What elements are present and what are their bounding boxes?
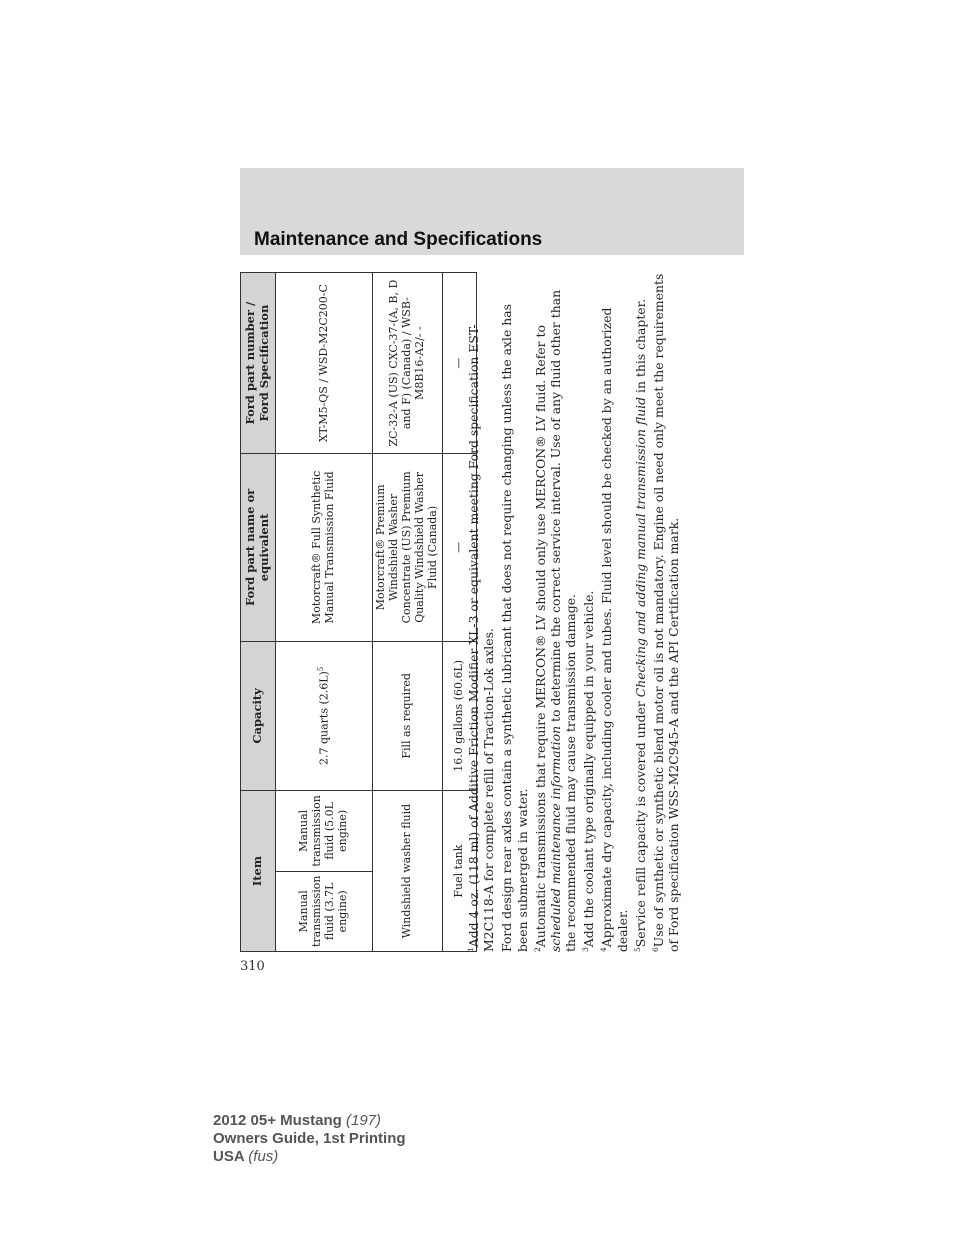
rotated-content <box>240 272 744 952</box>
cell-manual-capacity: 2.7 quarts $(2.6L)^5$ <box>276 641 373 791</box>
footer-line-3: USA (fus) <box>213 1148 279 1165</box>
cell-manual-50: Manual transmission fluid (5.0L engine) <box>276 791 373 871</box>
note-axle: Ford design rear axles contain a synthetic lubricant that does not require changing unless the axle has been submerged in water. <box>499 304 530 952</box>
cell-fuel-capacity: 16.0 gallons (60.6L) <box>442 641 476 791</box>
table-row <box>276 273 373 952</box>
reference-scheduled-maintenance: scheduled maintenance information <box>547 725 563 952</box>
footnote-6: $^6$Use of synthetic or synthetic blend motor oil is not mandatory. Engine oil need only meet the requirements of Ford specification WSS-M2C945-A and the API Certification mark. <box>651 273 682 952</box>
footnote-1: $^1$Add 4 oz. (118 ml) of Additive Friction Modifier XL-3 or equivalent meeting Ford specification EST-M2C118-A for complete refill of Traction-Lok axles. <box>466 324 497 952</box>
footnote-4: $^4$Approximate dry capacity, including cooler and tubes. Fluid level should be checked by an authorized dealer. <box>599 307 630 952</box>
header-part-number-line1: Ford part number / <box>243 301 258 425</box>
footnotes <box>466 272 684 952</box>
cell-manual-37: Manual transmission fluid (3.7L engine) <box>276 871 373 951</box>
page-title: Maintenance and Specifications <box>254 229 543 250</box>
footnote-5: $^5$Service refill capacity is covered under Checking and adding manual transmission fluid in this chapter. <box>632 298 648 952</box>
header-band <box>240 168 744 255</box>
spec-table <box>240 272 477 952</box>
cell-fuel-name: — <box>442 454 476 641</box>
footnote-2: $^2$Automatic transmissions that require MERCON® LV should only use MERCON® LV fluid. Refer to scheduled maintenance information to determine the correct service interval. Use of any fluid other than the recommended fluid may cause transmission damage. <box>532 289 578 952</box>
cell-washer-capacity: Fill as required <box>373 641 443 791</box>
footer-line-1: 2012 05+ Mustang (197) <box>213 1112 382 1129</box>
page-number: 310 <box>240 959 265 974</box>
cell-manual-number: XT-M5-QS / WSD-M2C200-C <box>276 273 373 454</box>
cell-manual-name: Motorcraft® Full Synthetic Manual Transmission Fluid <box>276 454 373 641</box>
cell-washer-number: ZC-32-A (US) CXC-37-(A, B, D and F) (Canada) / WSB-M8B16-A2/- - <box>373 273 443 454</box>
table-header-row <box>241 273 276 952</box>
footnote-3: $^3$Add the coolant type originally equipped in your vehicle. <box>581 590 597 952</box>
table-row <box>373 273 443 952</box>
reference-manual-transmission-fluid: Checking and adding manual transmission fluid <box>632 396 648 698</box>
cell-washer-item: Windshield washer fluid <box>373 791 443 952</box>
footnote-ref: 5 <box>316 666 325 672</box>
header-item: Item <box>241 791 276 952</box>
header-part-number <box>241 273 276 454</box>
cell-fuel-item: Fuel tank <box>442 791 476 952</box>
header-capacity: Capacity <box>241 641 276 791</box>
cell-fuel-number: — <box>442 273 476 454</box>
print-footer <box>213 1112 406 1166</box>
cell-washer-name: Motorcraft® Premium Windshield Washer Concentrate (US) Premium Quality Windshield Washer Fluid (Canada) <box>373 454 443 641</box>
header-part-number-line2: Ford Specification <box>257 304 271 422</box>
header-part-name: Ford part name or equivalent <box>241 454 276 641</box>
footer-line-2: Owners Guide, 1st Printing <box>213 1130 406 1147</box>
